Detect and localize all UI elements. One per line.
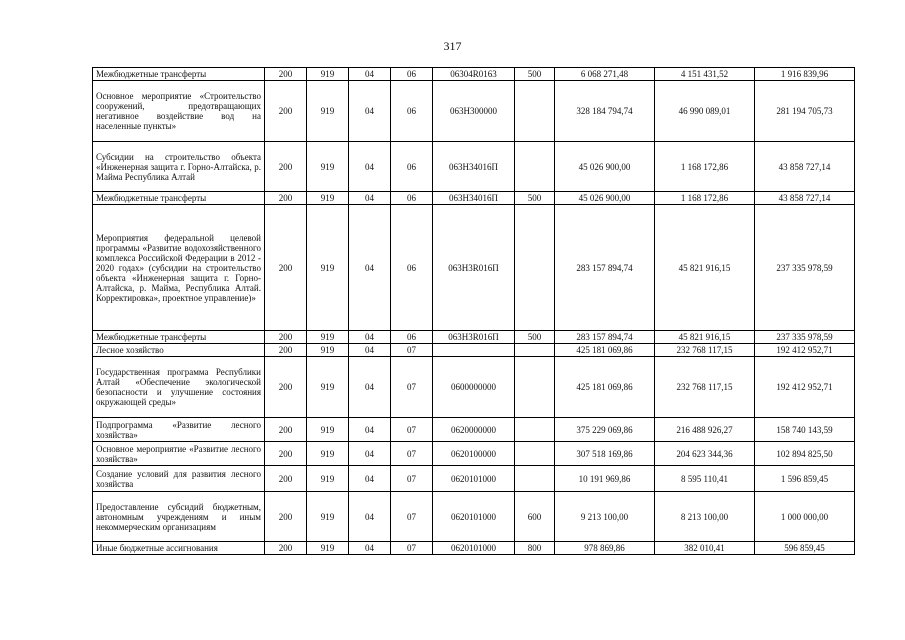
ved-code: 200 (265, 492, 307, 542)
podrazdel-code: 06 (391, 205, 433, 331)
podrazdel-code: 07 (391, 492, 433, 542)
table-row (93, 466, 855, 492)
amount-total: 978 869,86 (555, 542, 655, 555)
expense-type-code (515, 418, 555, 442)
razdel-code: 04 (349, 205, 391, 331)
ved-code: 200 (265, 442, 307, 466)
table-row (93, 344, 855, 357)
budget-table (92, 67, 855, 555)
ved-code: 200 (265, 418, 307, 442)
gl-code: 919 (307, 192, 349, 205)
podrazdel-code: 06 (391, 192, 433, 205)
ved-code: 200 (265, 68, 307, 81)
gl-code: 919 (307, 81, 349, 142)
ved-code: 200 (265, 205, 307, 331)
amount-total: 425 181 069,86 (555, 357, 655, 418)
amount-total: 10 191 969,86 (555, 466, 655, 492)
amount-total: 6 068 271,48 (555, 68, 655, 81)
gl-code: 919 (307, 205, 349, 331)
target-article-code: 06304R0163 (433, 68, 515, 81)
podrazdel-code: 06 (391, 331, 433, 344)
row-name: Иные бюджетные ассигнования (93, 542, 265, 555)
gl-code: 919 (307, 331, 349, 344)
razdel-code: 04 (349, 492, 391, 542)
row-name: Субсидии на строительство объекта «Инженерная защита г. Горно-Алтайска, р. Майма Республика Алтай (93, 142, 265, 192)
ved-code: 200 (265, 357, 307, 418)
row-name: Основное мероприятие «Развитие лесного хозяйства» (93, 442, 265, 466)
table-row (93, 442, 855, 466)
amount-second: 1 168 172,86 (655, 142, 755, 192)
amount-third: 102 894 825,50 (755, 442, 855, 466)
row-name: Лесное хозяйство (93, 344, 265, 357)
amount-second: 4 151 431,52 (655, 68, 755, 81)
expense-type-code (515, 357, 555, 418)
podrazdel-code: 06 (391, 68, 433, 81)
target-article-code: 0620000000 (433, 418, 515, 442)
table-row (93, 205, 855, 331)
amount-third: 1 596 859,45 (755, 466, 855, 492)
ved-code: 200 (265, 81, 307, 142)
table-row (93, 81, 855, 142)
ved-code: 200 (265, 192, 307, 205)
row-name: Межбюджетные трансферты (93, 192, 265, 205)
gl-code: 919 (307, 344, 349, 357)
amount-third: 43 858 727,14 (755, 192, 855, 205)
expense-type-code: 500 (515, 68, 555, 81)
amount-third: 192 412 952,71 (755, 344, 855, 357)
target-article-code: 063Н300000 (433, 81, 515, 142)
amount-third: 1 000 000,00 (755, 492, 855, 542)
target-article-code: 0620101000 (433, 542, 515, 555)
expense-type-code (515, 466, 555, 492)
target-article-code: 063Н3R016П (433, 331, 515, 344)
amount-second: 46 990 089,01 (655, 81, 755, 142)
amount-total: 9 213 100,00 (555, 492, 655, 542)
expense-type-code (515, 142, 555, 192)
amount-total: 328 184 794,74 (555, 81, 655, 142)
podrazdel-code: 07 (391, 357, 433, 418)
razdel-code: 04 (349, 192, 391, 205)
amount-total: 45 026 900,00 (555, 142, 655, 192)
row-name: Мероприятия федеральной целевой программы «Развитие водохозяйственного комплекса Российской Федерации в 2012 - 2020 годах» (субсидии на строительство объекта «Инженерная защита г. Горно-Алтайска, р. Майма, Республика Алтай. Корректировка», проектное управление)» (93, 205, 265, 331)
podrazdel-code: 07 (391, 466, 433, 492)
gl-code: 919 (307, 357, 349, 418)
expense-type-code (515, 344, 555, 357)
page-number: 317 (443, 39, 462, 53)
table-row (93, 357, 855, 418)
row-name: Государственная программа Республики Алтай «Обеспечение экологической безопасности и улучшение состояния окружающей среды» (93, 357, 265, 418)
podrazdel-code: 07 (391, 442, 433, 466)
amount-third: 596 859,45 (755, 542, 855, 555)
ved-code: 200 (265, 331, 307, 344)
amount-second: 216 488 926,27 (655, 418, 755, 442)
razdel-code: 04 (349, 542, 391, 555)
table-row (93, 542, 855, 555)
amount-third: 281 194 705,73 (755, 81, 855, 142)
row-name: Основное мероприятие «Строительство сооружений, предотвращающих негативное воздействие вод на населенные пункты» (93, 81, 265, 142)
target-article-code: 0600000000 (433, 357, 515, 418)
row-name: Предоставление субсидий бюджетным, автономным учреждениям и иным некоммерческим организациям (93, 492, 265, 542)
podrazdel-code: 07 (391, 542, 433, 555)
razdel-code: 04 (349, 68, 391, 81)
row-name: Межбюджетные трансферты (93, 331, 265, 344)
target-article-code: 063Н34016П (433, 192, 515, 205)
razdel-code: 04 (349, 357, 391, 418)
razdel-code: 04 (349, 418, 391, 442)
amount-second: 45 821 916,15 (655, 331, 755, 344)
amount-second: 382 010,41 (655, 542, 755, 555)
amount-third: 43 858 727,14 (755, 142, 855, 192)
expense-type-code: 600 (515, 492, 555, 542)
row-name: Создание условий для развития лесного хозяйства (93, 466, 265, 492)
amount-second: 8 595 110,41 (655, 466, 755, 492)
razdel-code: 04 (349, 442, 391, 466)
ved-code: 200 (265, 466, 307, 492)
gl-code: 919 (307, 542, 349, 555)
amount-second: 232 768 117,15 (655, 344, 755, 357)
razdel-code: 04 (349, 331, 391, 344)
amount-total: 283 157 894,74 (555, 331, 655, 344)
podrazdel-code: 06 (391, 81, 433, 142)
expense-type-code (515, 81, 555, 142)
gl-code: 919 (307, 68, 349, 81)
table-row (93, 331, 855, 344)
target-article-code: 063Н34016П (433, 142, 515, 192)
amount-second: 45 821 916,15 (655, 205, 755, 331)
ved-code: 200 (265, 542, 307, 555)
table-row (93, 192, 855, 205)
amount-total: 283 157 894,74 (555, 205, 655, 331)
ved-code: 200 (265, 344, 307, 357)
gl-code: 919 (307, 466, 349, 492)
razdel-code: 04 (349, 344, 391, 357)
podrazdel-code: 07 (391, 418, 433, 442)
expense-type-code: 500 (515, 192, 555, 205)
target-article-code: 0620101000 (433, 466, 515, 492)
amount-second: 8 213 100,00 (655, 492, 755, 542)
podrazdel-code: 06 (391, 142, 433, 192)
table-row (93, 492, 855, 542)
amount-second: 1 168 172,86 (655, 192, 755, 205)
expense-type-code: 800 (515, 542, 555, 555)
amount-total: 425 181 069,86 (555, 344, 655, 357)
razdel-code: 04 (349, 466, 391, 492)
amount-third: 192 412 952,71 (755, 357, 855, 418)
target-article-code: 0620101000 (433, 492, 515, 542)
ved-code: 200 (265, 142, 307, 192)
amount-total: 45 026 900,00 (555, 192, 655, 205)
target-article-code (433, 344, 515, 357)
amount-third: 1 916 839,96 (755, 68, 855, 81)
row-name: Подпрограмма «Развитие лесного хозяйства» (93, 418, 265, 442)
podrazdel-code: 07 (391, 344, 433, 357)
razdel-code: 04 (349, 142, 391, 192)
expense-type-code (515, 205, 555, 331)
table-row (93, 142, 855, 192)
table-row (93, 418, 855, 442)
gl-code: 919 (307, 418, 349, 442)
row-name: Межбюджетные трансферты (93, 68, 265, 81)
amount-total: 375 229 069,86 (555, 418, 655, 442)
amount-total: 307 518 169,86 (555, 442, 655, 466)
amount-second: 204 623 344,36 (655, 442, 755, 466)
target-article-code: 0620100000 (433, 442, 515, 466)
amount-third: 158 740 143,59 (755, 418, 855, 442)
razdel-code: 04 (349, 81, 391, 142)
target-article-code: 063Н3R016П (433, 205, 515, 331)
amount-third: 237 335 978,59 (755, 331, 855, 344)
table-row (93, 68, 855, 81)
gl-code: 919 (307, 442, 349, 466)
expense-type-code (515, 442, 555, 466)
gl-code: 919 (307, 492, 349, 542)
expense-type-code: 500 (515, 331, 555, 344)
amount-third: 237 335 978,59 (755, 205, 855, 331)
gl-code: 919 (307, 142, 349, 192)
amount-second: 232 768 117,15 (655, 357, 755, 418)
